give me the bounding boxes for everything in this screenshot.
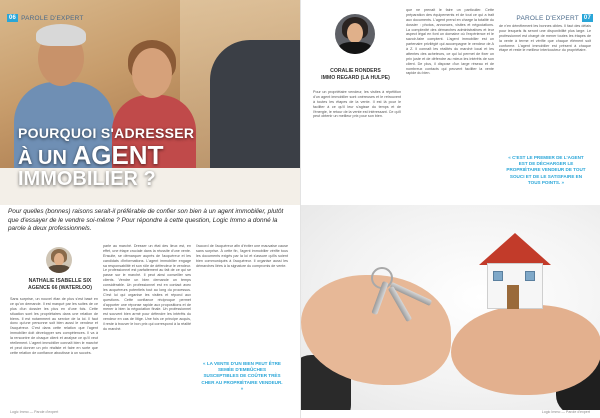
headline-line-2-word: AGENT [72, 140, 164, 170]
expert-portrait-right [335, 14, 375, 54]
headline-line-3: IMMOBILIER ? [18, 168, 156, 190]
body-column-right-2: que ne prenait le faire un particulier. Cette préparation des équipements et de tout ce qui a trait aux documents. L'agent prend en charge la totalité du dossier : photos, annonces, visites et négociations. La complexité des démarches administratives et leur aspect légal en font un domaine où l'expérience et le savoir-faire comptent. L'agent immobilier est un partenaire privilégié qui accompagne le vendeur de A à Z. Il connaît les réalités du marché local et les attentes des acheteurs, ce qui lui permet de fixer un prix juste et de défendre au mieux les intérêts de son client. De plus, il dispose d'un large réseau et de nombreux contacts qui peuvent faciliter la vente rapide du bien. [406, 8, 494, 76]
expert-left-agency: AGENCE 66 (WATERLOO) [28, 284, 92, 291]
expert-signature-right [313, 68, 398, 82]
right-section-title: PAROLE D'EXPERT [516, 14, 579, 22]
right-page [300, 0, 600, 418]
house-roof-icon [479, 233, 551, 265]
body-column-right-3: de n'en démêlement les bonnes cibles. Il faut des délais pour lesquels ils seront une disponibilité plus large. Le professionnel est chargé de mener toutes les étapes de la vente à terme et vérifie que chaque élément soit conforme. L'agent immobilier est présent à chaque étape et reste le meilleur interlocuteur du propriétaire. [499, 24, 591, 53]
article-intro: Pour quelles (bonnes) raisons serait-il préférable de confier son bien à un agent immobilier, plutôt que d'essayer de le vendre soi-même ? Pour répondre à cette question, Logic Immo a donné la parole à deux professionnels. [8, 208, 284, 233]
right-page-header [516, 13, 596, 23]
expert-signature-left [10, 278, 110, 292]
pull-quote-right: « C'EST LE PREMIER DE L'AGENT EST DE DÉCHARGER LE PROPRIÉTAIRE VENDEUR DE TOUT SOUCI ET DE LE SATISFAIRE EN TOUS POINTS. » [506, 155, 586, 185]
right-page-number: 07 [583, 15, 591, 21]
expert-right-agency: IMMO REGARD (LA HULPE) [321, 74, 390, 81]
article-headline [18, 126, 194, 189]
headline-line-2 [18, 142, 194, 168]
left-page-number: 06 [9, 15, 17, 21]
left-page-header [4, 13, 84, 23]
pull-quote-left: « LA VENTE D'UN BIEN PEUT ÊTRE SEMÉE D'EMBÛCHES SUSCEPTIBLES DE COÛTER TRÈS CHER AU PROPRIÉTAIRE VENDEUR. » [201, 361, 283, 391]
left-footer: Logic Immo — Parole d'expert [10, 410, 59, 414]
expert-portrait-left [46, 247, 72, 273]
body-column-left-2: parle au marché. Dresser un état des lieux est, en effet, une étape cruciale dans la réussite d'une vente. Ensuite, se démarquer auprès de l'acquéreur et les candidats d'informations. L'agent immobilier engage sa responsabilité et son rôle de défendeur le vendeur. Le professionnel est parfaitement au fait de ce qui se passe sur le marché. Il peut ainsi conseiller ses clients. Vendre un bien demande un temps considérable. Un professionnel est en contact avec les acquéreurs potentiels tout au long du processus. C'est lui qui organise les visites et répond aux questions. Cette confiance réciproque permet d'apporter une réponse rapide aux propositions et de mener à bien la négociation finale. Un professionnel est souvent bien armé pour défendre les intérêts du vendeur en cas de litige. Une fois ce principe acquis, il reste à trouver le bon prix qui correspond à la réalité du marché. [103, 244, 191, 331]
headline-line-1: POURQUOI S'ADRESSER [18, 125, 195, 141]
body-column-left-1: Sans surprise, un nouvel élan de plus s'est basé en ce qu'on demande. Il est marqué par les suites de ce plus d'un dossier les plus en d'une fois. Cette situation sont les propriétaires dans une relation de biens. Il est notamment au service de la loi. Il faut donc qu'une personne soit bien aussi le vendeur et l'acquéreur. C'est dans cette relation que l'agent immobilier doit développer ses compétences. Il va à la rencontre de chaque client et analyse ce qu'il veut réellement. L'agent immobilier connaît bien le marché et peut donner un prix réaliste et faire en sorte que cette relation de confiance aboutisse à un succès. [10, 297, 98, 355]
hand-right-image [451, 305, 600, 395]
right-footer: Logic Immo — Parole d'expert [541, 410, 590, 414]
expert-left-name: NATHALIE ISABELLE SIX [28, 278, 92, 284]
body-column-right-1: Pour un propriétaire vendeur, les visites à répétition d'un agent immobilier sont onéreuses et le retrouvent à toutes les étapes de la vente. Il est là pour le faciliter à ce qu'il leur s'agisse du temps et de l'énergie, le retour de la vente est intéressant. Ce qu'il peut obtenir un meilleur prix pour son bien. [313, 90, 401, 119]
headline-line-2-prefix: À UN [18, 147, 67, 169]
left-section-title: PAROLE D'EXPERT [21, 14, 84, 22]
expert-right-name: CORALIE RONDERS [330, 68, 381, 74]
body-column-left-3: l'accord de l'acquéreur afin d'éviter une mauvaise cause sans surprise. À cette fin, l'agent immobilier vérifie tous les documents exigés par la loi et s'assure qu'ils soient bien communiqués à l'acquéreur. Il organise aussi les démarches liées à la signature du compromis de vente. [196, 244, 288, 268]
keys-house-photo [301, 205, 600, 410]
